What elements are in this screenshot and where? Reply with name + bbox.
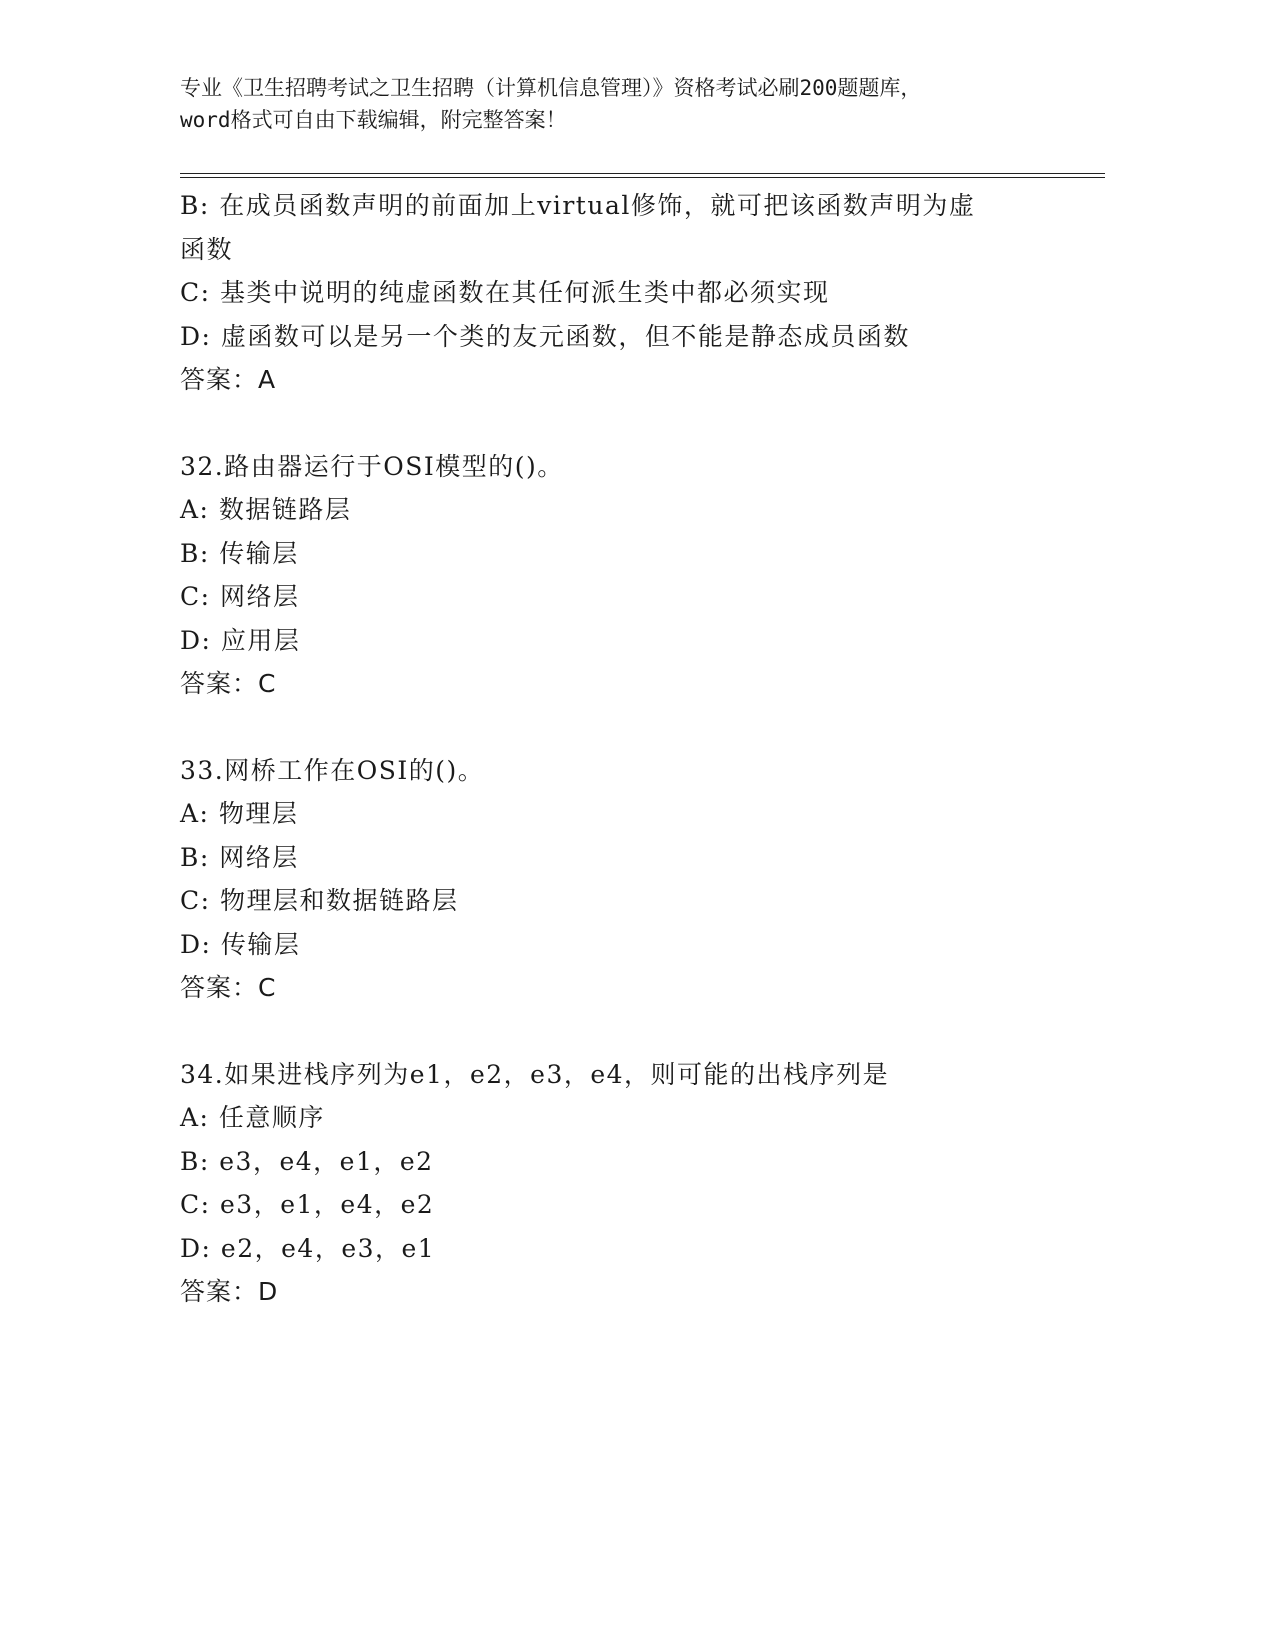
option-c: C: 网络层 <box>180 582 300 611</box>
option-a: A: 物理层 <box>180 799 299 828</box>
option-d: D: 应用层 <box>180 625 301 655</box>
option-c: C: 物理层和数据链路层 <box>180 886 459 915</box>
option-c: C: 基类中说明的纯虚函数在其任何派生类中都必须实现 <box>180 278 830 307</box>
option-a: A: 数据链路层 <box>180 495 352 524</box>
question-stem: 32.路由器运行于OSI模型的()。 <box>180 451 564 481</box>
question-block-32 <box>180 445 1080 706</box>
document-body <box>180 184 1080 1314</box>
option-d: D: e2，e4，e3，e1 <box>180 1233 436 1263</box>
option-b: B: 网络层 <box>180 842 299 872</box>
question-block-34 <box>180 1053 1080 1314</box>
option-c: C: e3，e1，e4，e2 <box>180 1190 435 1219</box>
answer-line: 答案：D <box>180 1277 279 1306</box>
header-title-line-2: word格式可自由下载编辑，附完整答案！ <box>180 108 567 132</box>
option-d: D: 传输层 <box>180 929 301 959</box>
question-stem: 34.如果进栈序列为e1，e2，e3，e4，则可能的出栈序列是 <box>180 1059 890 1089</box>
option-b: B: 在成员函数声明的前面加上virtual修饰，就可把该函数声明为虚 <box>180 191 976 220</box>
header-divider <box>180 173 1105 178</box>
answer-line: 答案：A <box>180 365 277 394</box>
option-b: B: e3，e4，e1，e2 <box>180 1146 434 1176</box>
question-stem: 33.网桥工作在OSI的()。 <box>180 755 485 785</box>
question-block-33 <box>180 749 1080 1010</box>
option-b: B: 传输层 <box>180 538 299 568</box>
document-header <box>180 72 1080 136</box>
answer-line: 答案：C <box>180 973 277 1002</box>
option-b-continued: 函数 <box>180 234 234 264</box>
header-title-line-1: 专业《卫生招聘考试之卫生招聘（计算机信息管理）》资格考试必刷200题题库， <box>180 76 922 100</box>
question-block-31 <box>180 184 1080 402</box>
answer-line: 答案：C <box>180 669 277 698</box>
option-d: D: 虚函数可以是另一个类的友元函数，但不能是静态成员函数 <box>180 321 910 351</box>
option-a: A: 任意顺序 <box>180 1103 325 1132</box>
